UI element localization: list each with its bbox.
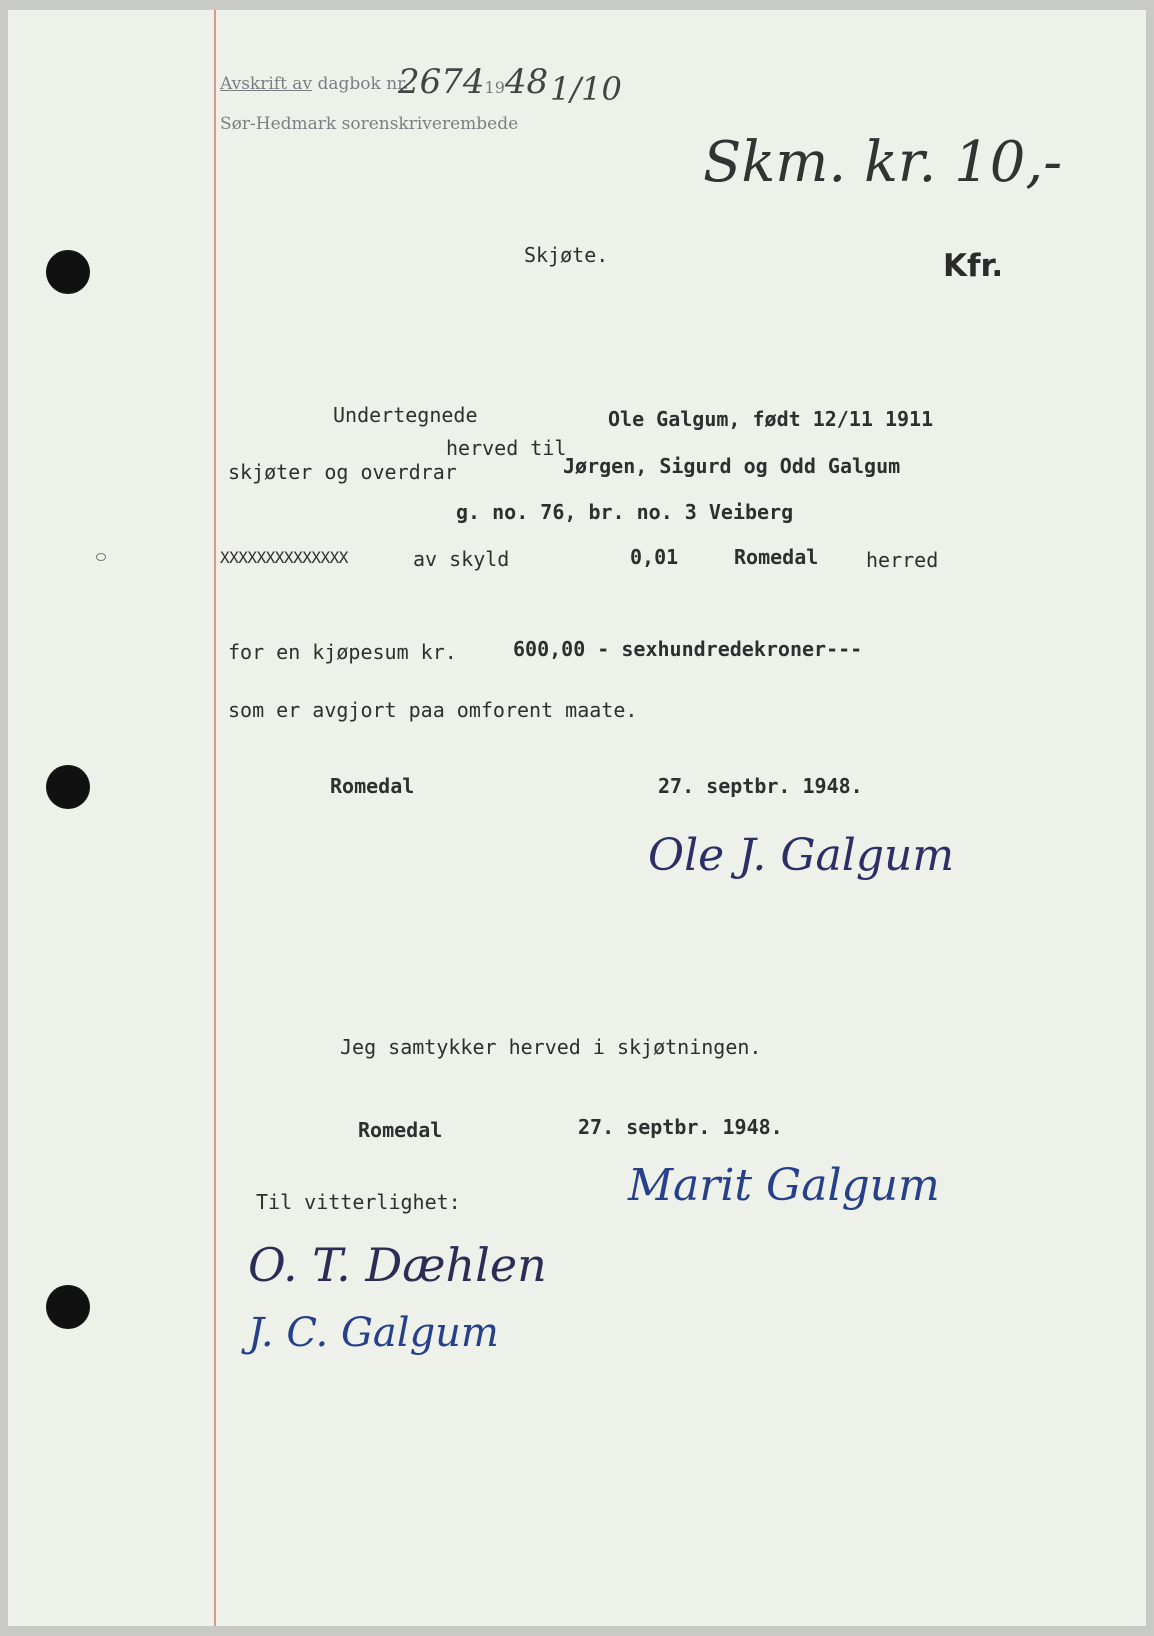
margin-rule (214, 10, 216, 1626)
seller-name: Ole Galgum, født 12/11 1911 (608, 407, 934, 431)
consent-text: Jeg samtykker herved i skjøtningen. (340, 1035, 762, 1059)
dagbok-number: 26741948 (398, 62, 549, 102)
price-value: 600,00 - sexhundredekroner--- (513, 637, 863, 661)
herved-til: herved til (446, 436, 567, 460)
signature-seller: Ole J. Galgum (648, 830, 955, 881)
document-title: Skjøte. (524, 243, 609, 267)
signature-witness-2: J. C. Galgum (248, 1310, 499, 1356)
kfr-mark: Kfr. (943, 248, 1004, 284)
place-1: Romedal (330, 774, 415, 798)
av-skyld-label: av skyld (413, 547, 510, 571)
municipality: Romedal (734, 545, 819, 569)
stamp-date: 1/10 (550, 70, 622, 108)
signature-witness-1: O. T. Dæhlen (248, 1238, 547, 1292)
punch-hole-top (46, 250, 90, 294)
witness-label: Til vitterlighet: (256, 1190, 461, 1214)
buyer-names: Jørgen, Sigurd og Odd Galgum (563, 454, 901, 478)
punch-hole-middle (46, 765, 90, 809)
stamp-dagbok: dagbok nr. (317, 74, 409, 94)
place-2: Romedal (358, 1118, 443, 1142)
date-2: 27. septbr. 1948. (578, 1115, 783, 1139)
document-page (8, 10, 1146, 1626)
date-1: 27. septbr. 1948. (658, 774, 863, 798)
property-id: g. no. 76, br. no. 3 Veiberg (456, 500, 794, 524)
skyld-value: 0,01 (630, 545, 679, 569)
punch-hole-bottom (46, 1285, 90, 1329)
header-stamp-line1 (220, 74, 409, 94)
header-stamp-line2: Sør-Hedmark sorenskriverembede (220, 114, 519, 134)
undertegnede-label: Undertegnede (333, 403, 478, 427)
settlement-text: som er avgjort paa omforent maate. (228, 698, 638, 722)
signature-consent: Marit Galgum (628, 1160, 940, 1211)
bleed-through-mark (286, 570, 438, 611)
crossed-out-text: XXXXXXXXXXXXXX (220, 548, 348, 567)
skjoter-label: skjøter og overdrar (228, 460, 457, 484)
herred-label: herred (866, 548, 939, 572)
price-label: for en kjøpesum kr. (228, 640, 457, 664)
paper-speck (96, 553, 106, 561)
stamp-avskrift: Avskrift av (220, 74, 313, 94)
fee-note: Skm. kr. 10,- (703, 130, 1063, 195)
